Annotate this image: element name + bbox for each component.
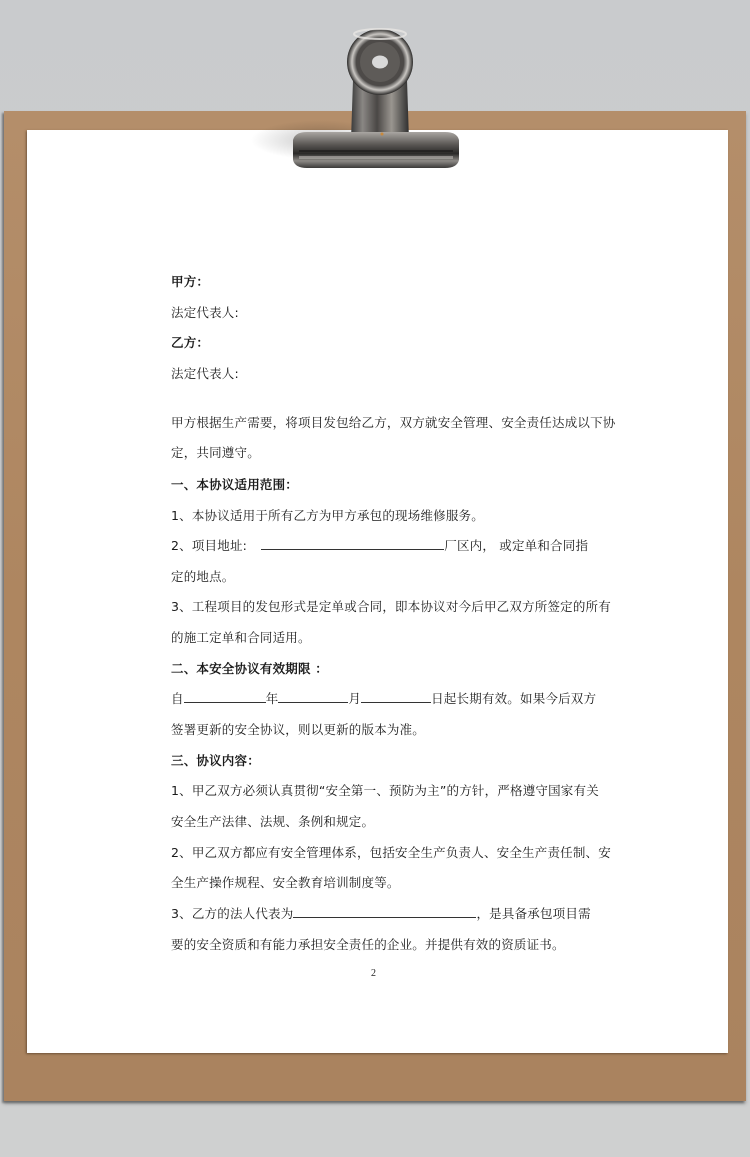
section-3-item-3-line-2: 要的安全资质和有能力承担安全责任的企业。并提供有效的资质证书。 (171, 937, 565, 952)
year-blank[interactable] (184, 691, 266, 703)
section-3-heading: 三、协议内容： (171, 753, 260, 768)
section-1-item-2 (171, 538, 589, 554)
legal-rep-suffix: ，是具备承包项目需 (476, 906, 591, 921)
section-1-item-2-line-2: 定的地点。 (171, 569, 235, 584)
party-a-rep-label: 法定代表人: (171, 305, 239, 320)
section-3-item-3-line-1 (171, 906, 591, 922)
month-label: 月 (348, 691, 362, 706)
legal-rep-blank[interactable] (293, 906, 476, 918)
section-3-item-1-line-1: 1、甲乙双方必须认真贯彻“安全第一、预防为主”的方针，严格遵守国家有关 (171, 783, 599, 798)
binder-clip-icon (285, 22, 465, 172)
section-2-line-2: 签署更新的安全协议，则以更新的版本为准。 (171, 722, 426, 737)
year-label: 年 (265, 691, 279, 706)
party-a-label: 甲方： (171, 274, 210, 289)
validity-date-line (171, 691, 596, 707)
section-1-item-3-line-1: 3、工程项目的发包形式是定单或合同，即本协议对今后甲乙双方所签定的所有 (171, 599, 611, 614)
date-suffix: 日起长期有效。如果今后双方 (431, 691, 597, 706)
section-1-heading: 一、本协议适用范围： (171, 477, 299, 492)
section-2-heading: 二、本安全协议有效期限 ： (171, 661, 328, 676)
legal-rep-label: 3、乙方的法人代表为 (171, 906, 294, 921)
section-1-item-1: 1、本协议适用于所有乙方为甲方承包的现场维修服务。 (171, 508, 484, 523)
party-b-label: 乙方： (171, 335, 210, 350)
project-address-suffix: 厂区内， 或定单和合同指 (444, 538, 589, 553)
section-3-item-1-line-2: 安全生产法律、法规、条例和规定。 (171, 814, 375, 829)
day-blank[interactable] (361, 691, 431, 703)
intro-line-2: 定，共同遵守。 (171, 445, 260, 460)
project-address-label: 2、项目地址: (171, 538, 248, 553)
month-blank[interactable] (278, 691, 348, 703)
page-number: 2 (371, 968, 376, 979)
section-1-item-3-line-2: 的施工定单和合同适用。 (171, 630, 311, 645)
project-address-blank[interactable] (261, 538, 444, 550)
section-3-item-2-line-2: 全生产操作规程、安全教育培训制度等。 (171, 875, 400, 890)
party-b-rep-label: 法定代表人: (171, 366, 239, 381)
section-3-item-2-line-1: 2、甲乙双方都应有安全管理体系，包括安全生产负责人、安全生产责任制、安 (171, 845, 611, 860)
intro-line-1: 甲方根据生产需要，将项目发包给乙方，双方就安全管理、安全责任达成以下协 (171, 415, 616, 430)
date-prefix: 自 (171, 691, 184, 706)
